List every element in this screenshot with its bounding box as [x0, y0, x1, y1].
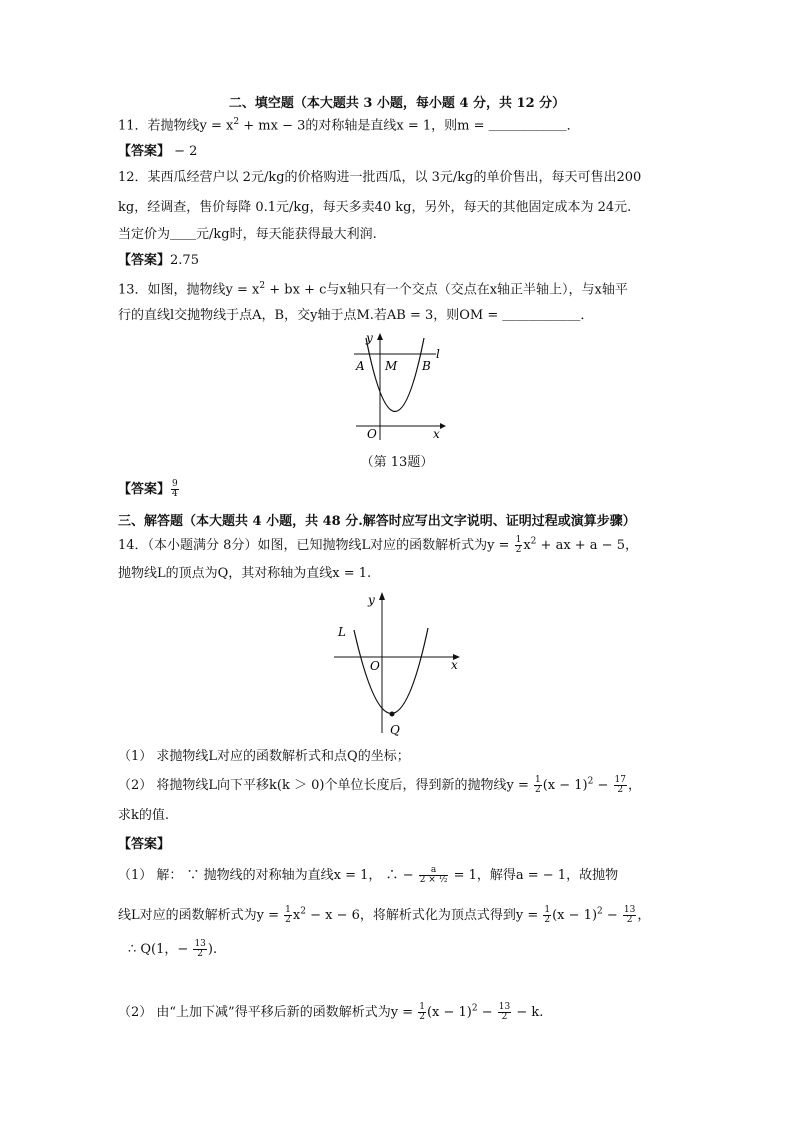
label-Q: Q — [390, 723, 400, 737]
question-11: 11．若抛物线$y = x^2$ + mx − 3的对称轴是直线x = 1，则m = ＿＿＿＿＿＿． — [118, 117, 580, 134]
fraction-half: $\frac{1}{2}$ — [515, 535, 522, 555]
label-y: y — [368, 593, 375, 607]
section-heading-fill-in: 二、填空题（本大题共 3 小题，每小题 4 分，共 12 分） — [228, 96, 566, 111]
solution-14-line3: ∴ Q(1，− $\frac{13}{2}$ ). — [128, 939, 218, 959]
solution-14-line2: 线L对应的函数解析式为y = $\frac{1}{2}$ $x^2 - x - 6$，将解析式化为顶点式得到y = $\frac{1}{2}$ $(x - 1)^2$ − $\frac{13}{2}$ ， — [118, 905, 651, 925]
question-14-line2: 抛物线L的顶点为Q，其对称轴为直线x = 1. — [118, 566, 372, 581]
question-14-part1: （1） 求抛物线L对应的函数解析式和点Q的坐标； — [118, 749, 410, 764]
fraction-a-over-2-half: $\frac{a}{\text{2 × ½}}$ — [419, 865, 448, 885]
section-heading-solutions: 三、解答题（本大题共 4 小题，共 48 分.解答时应写出文字说明、证明过程或演算步骤） — [118, 514, 636, 529]
fraction-13-2: $\frac{13}{2}$ — [498, 1002, 511, 1022]
x-axis-arrow-icon — [440, 423, 446, 429]
label-O: O — [367, 427, 377, 441]
y-axis-arrow-icon — [379, 592, 385, 600]
fraction-13-2: $\frac{13}{2}$ — [623, 905, 636, 925]
answer-label: 【答案】 — [118, 253, 171, 268]
label-y: y — [366, 331, 373, 345]
question-12-line1: 12．某西瓜经营户以 2元/kg的价格购进一批西瓜，以 3元/kg的单价售出，每天可售出200 — [118, 170, 642, 185]
figure-q13-parabola — [340, 330, 450, 445]
label-M: M — [385, 359, 398, 373]
question-12-line2: kg，经调查，售价每降 0.1元/kg，每天多卖40 kg，另外，每天的其他固定成本为 24元. — [118, 200, 632, 215]
solution-14-part2: （2） 由“上加下减”得平移后新的函数解析式为y = $\frac{1}{2}$ $(x - 1)^2$ − $\frac{13}{2}$ − k. — [118, 1002, 544, 1022]
answer-12: 【答案】2.75 — [118, 253, 199, 268]
label-A: A — [356, 359, 365, 373]
answer-14-label: 【答案】 — [118, 837, 171, 852]
y-axis-arrow-icon — [377, 333, 383, 340]
figure-q14-parabola — [330, 588, 470, 738]
question-13-line2: 行的直线l交抛物线于点A，B，交y轴于点M.若AB = 3，则OM = ＿＿＿＿＿＿． — [118, 308, 594, 323]
fraction-17-2: $\frac{17}{2}$ — [614, 775, 626, 795]
answer-label: 【答案】 — [118, 482, 171, 497]
vertex-Q-point — [390, 712, 395, 717]
fraction-13-2: $\frac{13}{2}$ — [194, 939, 206, 959]
label-O: O — [370, 659, 380, 673]
label-L: L — [338, 625, 346, 639]
label-x: x — [451, 658, 458, 672]
question-14-part2: （2） 将抛物线L向下平移k(k ＞ 0)个单位长度后，得到新的抛物线y = $\frac{1}{2}$ $(x - 1)^2$ − $\frac{17}{2}$ ， — [118, 775, 641, 795]
solution-14-line1: （1） 解： ∵ 抛物线的对称轴为直线x = 1， ∴ − $\frac{a}{\text{2 × ½}}$ = 1，解得a = − 1，故抛物 — [118, 865, 619, 885]
parabola-L — [354, 628, 428, 714]
answer-label: 【答案】 — [118, 144, 171, 159]
question-14-line1: 14．（本小题满分 8分）如图，已知抛物线L对应的函数解析式为y = $\frac{1}{2}$ $x^2$ + ax + a − 5， — [118, 535, 638, 555]
fraction-half: $\frac{1}{2}$ — [419, 1002, 425, 1022]
fraction-half: $\frac{1}{2}$ — [285, 905, 291, 925]
label-B: B — [422, 359, 431, 373]
answer-11: 【答案】 − 2 — [118, 144, 198, 159]
fraction-half: $\frac{1}{2}$ — [544, 905, 551, 925]
label-l: l — [436, 347, 440, 361]
parabola-curve — [366, 338, 424, 412]
question-13-line1: 13．如图，抛物线$y = x^2$ + bx + c与x轴只有一个交点（交点在x轴正半轴上），与x轴平 — [118, 281, 628, 298]
label-x: x — [433, 427, 440, 441]
answer-13 — [118, 480, 180, 499]
fraction-half: $\frac{1}{2}$ — [534, 775, 541, 795]
fraction-9-4: $\frac{9}{4}$ — [172, 479, 178, 499]
question-12-line3: 当定价为＿＿元/kg时，每天能获得最大利润. — [118, 227, 377, 242]
figure-caption-q13: （第 13题） — [360, 455, 434, 470]
question-14-part2-line2: 求k的值. — [118, 808, 170, 823]
